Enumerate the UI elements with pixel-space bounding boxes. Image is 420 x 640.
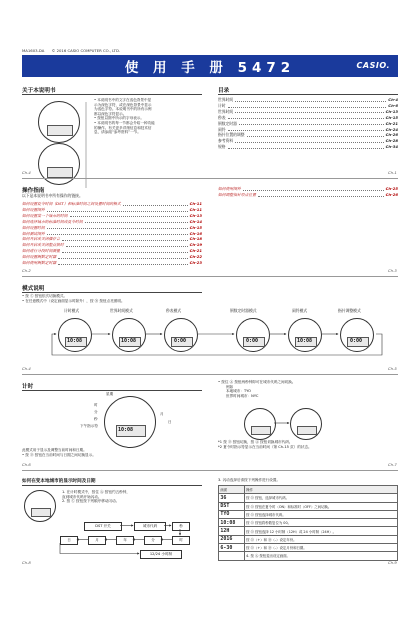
action-cell: 4. 按 Ⓐ 按钮退出设定画面。 bbox=[244, 552, 397, 560]
intro-bullet: • 按钮以图中所示的字母表示。 bbox=[94, 116, 144, 121]
table-row bbox=[219, 519, 398, 527]
table-row bbox=[219, 527, 398, 535]
action-cell: 按 Ⓓ 按钮在夏令时（ON）和标准时（OFF）之间切换。 bbox=[244, 502, 397, 510]
setup-heading: 如何在变本地城市的显示时间及日期 bbox=[22, 479, 96, 484]
column-header: 画面 bbox=[219, 486, 245, 494]
mode-label-timer: 倒数定时器模式 bbox=[230, 308, 257, 313]
toc-item[interactable]: 倒数定时器 Ch-21 bbox=[218, 120, 398, 126]
screen-cell: TYO bbox=[219, 510, 245, 518]
model-code: MA1603-DA bbox=[22, 48, 45, 53]
watch-illustration bbox=[38, 101, 80, 143]
table-of-contents bbox=[218, 97, 398, 150]
toc-item[interactable]: 世界时间 Ch-13 bbox=[218, 108, 398, 114]
page-number: Ch-6 bbox=[22, 462, 31, 467]
title-banner bbox=[22, 55, 398, 77]
screen-cell: 6-30 bbox=[219, 543, 245, 551]
guide-link[interactable]: 如何进行分段时间测量 Ch-21 bbox=[22, 248, 202, 254]
table-row bbox=[219, 535, 398, 543]
table-row bbox=[219, 510, 398, 518]
operation-guide-list-right bbox=[218, 186, 398, 198]
timekeeping-text: 此模式用于显示及调整当前时间和日期。 bbox=[22, 448, 87, 452]
toc-item[interactable]: 参考资料 Ch-28 bbox=[218, 138, 398, 144]
page-number: Ch-8 bbox=[22, 560, 31, 565]
watch-lcd bbox=[47, 125, 73, 136]
intro-heading: 关于本说明书 bbox=[22, 88, 56, 94]
guide-link[interactable]: 如何开启或关闭整点报时 Ch-19 bbox=[22, 242, 202, 248]
toc-item[interactable]: 世界时间 Ch-4 bbox=[218, 97, 398, 102]
modes-bullet: • 按 Ⓒ 按钮依次切换模式。 bbox=[22, 294, 68, 298]
guide-link[interactable]: 如何开启或关闭操作音 Ch-18 bbox=[22, 236, 202, 242]
setup-step: 2. 按 Ⓒ 按钮按下列顺序移动闪动。 bbox=[62, 499, 120, 504]
guide-subtitle: 以下是本说明书中所有操作的链接。 bbox=[22, 193, 83, 198]
timekeeping-text: • 按 Ⓓ 按钮在当前时间与日期之间切换显示。 bbox=[22, 452, 96, 457]
page-number: Ch-5 bbox=[388, 366, 397, 371]
mode-label-stopwatch: 秒表模式 bbox=[166, 308, 182, 313]
guide-link[interactable]: 如何设置时间 Ch-15 bbox=[22, 224, 202, 230]
section-divider bbox=[22, 470, 398, 471]
table-row bbox=[219, 494, 398, 502]
flow-step: 12/24 小时制 bbox=[140, 550, 182, 559]
page-number: Ch-9 bbox=[388, 560, 397, 565]
intro-bullet: 为浅色字符。本说明书中的所有示例 bbox=[94, 107, 152, 112]
flow-step: 城市代码 bbox=[134, 522, 166, 531]
flow-step: 秒 bbox=[172, 522, 190, 531]
page-number: Ch-7 bbox=[388, 462, 397, 467]
flow-step: 年 bbox=[116, 536, 134, 545]
lcd-digits: 10:08 bbox=[121, 338, 137, 344]
callout-minute: 分 bbox=[94, 410, 98, 414]
footnote: *1 按 Ⓓ 按钮切换，按 Ⓐ 按钮切换城市代码。 bbox=[218, 440, 293, 444]
toc-item[interactable]: 指针位置的调整 Ch-26 bbox=[218, 132, 398, 138]
table-header-row bbox=[219, 486, 398, 494]
timekeeping-note-text: 例如 bbox=[226, 384, 234, 389]
timekeeping-rule bbox=[22, 390, 202, 391]
toc-item[interactable]: 规格 Ch-34 bbox=[218, 144, 398, 150]
contents-heading: 目录 bbox=[218, 88, 230, 94]
mode-label-hand-adjust: 指针调整模式 bbox=[338, 308, 361, 313]
setup-step: 直到城市代码开始闪动。 bbox=[62, 494, 102, 499]
flow-step: 日 bbox=[60, 536, 78, 545]
timekeeping-note-text: 世界时间城市：NYC bbox=[226, 393, 259, 398]
action-cell: 按 Ⓓ（+）和 Ⓑ（-）设定年份。 bbox=[244, 535, 397, 543]
guide-link[interactable]: 如何设置夏令时间（DST）和标准时间之间设置时间的格式 Ch-11 bbox=[22, 201, 202, 206]
mode-label-timekeeping: 计时模式 bbox=[64, 308, 80, 313]
page-number: Ch-4 bbox=[22, 170, 31, 175]
intro-bullets bbox=[94, 98, 202, 135]
callout-day: 日 bbox=[168, 420, 172, 424]
intro-bullet: 都以深色字符显示。 bbox=[94, 111, 127, 116]
mode-label-alarm: 闹铃模式 bbox=[292, 308, 308, 313]
table-row bbox=[219, 502, 398, 510]
table-row bbox=[219, 543, 398, 551]
footnote: *2 夏令时指示符显示在当前时间（第 Ch-15 页）的状态。 bbox=[218, 444, 312, 449]
screen-cell: 10:08 bbox=[219, 519, 245, 527]
section-divider bbox=[22, 276, 398, 277]
action-cell: 按 Ⓓ（+）和 Ⓑ（-）设定月份和日期。 bbox=[244, 543, 397, 551]
guide-link[interactable]: 如何选择城市的标准时间或夏令时间 Ch-14 bbox=[22, 218, 202, 224]
setup-step: 1. 在计时模式中，按住 Ⓐ 按钮约五秒钟， bbox=[62, 490, 130, 494]
toc-item[interactable]: 计时 Ch-6 bbox=[218, 102, 398, 108]
section-divider bbox=[22, 178, 398, 179]
lcd-digits: 10:08 bbox=[297, 338, 313, 344]
callout-weekday: 星期 bbox=[106, 392, 114, 396]
page-number: Ch-1 bbox=[388, 170, 397, 175]
intro-bullet: 的操作。有关更多详细信息和技术信 bbox=[94, 125, 152, 130]
action-cell: 按 Ⓓ 按钮选择 12 小时制（12H）或 24 小时制（24H）。 bbox=[244, 527, 397, 535]
modes-bullet: • 在任意模式中（设定画面显示时除外），按 Ⓑ 按钮点亮照明。 bbox=[22, 298, 125, 303]
flow-step: DST 开关 bbox=[84, 522, 122, 531]
brand-logo: CASIO. bbox=[356, 61, 390, 70]
toc-item[interactable]: 闹铃 Ch-24 bbox=[218, 126, 398, 132]
copyright: © 2016 CASIO COMPUTER CO., LTD. bbox=[51, 48, 121, 53]
lcd-digits: 0:00 bbox=[350, 338, 363, 344]
action-cell: 按 Ⓓ 按钮将秒数复位为 00。 bbox=[244, 519, 397, 527]
page-number: Ch-2 bbox=[22, 268, 31, 273]
screen-cell: 12H bbox=[219, 527, 245, 535]
timekeeping-note-text: 本地城市：TYO bbox=[226, 389, 251, 394]
ops-intro: 3. 闪动选择后请按下列操作进行设置。 bbox=[218, 478, 281, 482]
callout-month: 月 bbox=[160, 412, 164, 416]
operations-table bbox=[218, 485, 398, 561]
guide-link[interactable]: 如何使用倒数定时器 Ch-23 bbox=[22, 260, 202, 266]
arrow-icon bbox=[272, 419, 292, 427]
timekeeping-note bbox=[218, 380, 295, 398]
section-divider bbox=[22, 374, 398, 375]
table-row bbox=[219, 552, 398, 560]
watch-illustration bbox=[24, 490, 56, 522]
guide-link[interactable]: 如何设置闹铃 Ch-11 bbox=[22, 206, 202, 212]
modes-bullets bbox=[22, 294, 125, 303]
timekeeping-body bbox=[22, 448, 96, 457]
flow-arrows bbox=[50, 520, 200, 560]
timekeeping-footnotes bbox=[218, 440, 312, 449]
guide-link[interactable]: 如何调整指针原点位置 Ch-26 bbox=[218, 191, 398, 197]
watch-illustration bbox=[104, 396, 156, 448]
watch-illustration bbox=[290, 408, 322, 440]
guide-link[interactable]: 如何使用闹铃 Ch-25 bbox=[218, 186, 398, 191]
callout-hour: 时 bbox=[94, 403, 98, 407]
timekeeping-heading: 计时 bbox=[22, 384, 34, 390]
watch-lcd bbox=[31, 508, 51, 517]
intro-bullet: • 本说明书的每一节都会介绍一种功能 bbox=[94, 120, 155, 125]
flow-step: 时 bbox=[172, 536, 190, 545]
screen-cell bbox=[219, 552, 245, 560]
contents-rule bbox=[218, 94, 398, 95]
lcd-digits: 10:08 bbox=[118, 427, 134, 433]
flow-step: 分 bbox=[144, 536, 162, 545]
guide-link[interactable]: 如何测试闹铃 Ch-16 bbox=[22, 230, 202, 236]
guide-link[interactable]: 如何设置某一个城市的时间 Ch-13 bbox=[22, 212, 202, 218]
screen-cell: 2016 bbox=[219, 535, 245, 543]
intro-bullet: 息，请参阅“参考资料”一节。 bbox=[94, 130, 141, 135]
lcd-digits: 0:00 bbox=[174, 338, 187, 344]
page-number: Ch-3 bbox=[388, 268, 397, 273]
mode-cycle-arrows bbox=[46, 318, 386, 358]
page-title: 使 用 手 册 5472 bbox=[124, 60, 296, 76]
watch-lcd bbox=[251, 426, 271, 435]
callout-pm-indicator: 下午指示符 bbox=[80, 424, 98, 428]
intro-bullet: 示为深色字符，或在深色背景中显示 bbox=[94, 102, 152, 107]
screen-cell: DST bbox=[219, 502, 245, 510]
setup-steps bbox=[62, 490, 130, 504]
modes-rule bbox=[22, 292, 202, 293]
page-number: Ch-4 bbox=[22, 366, 31, 371]
lcd-digits: 0:00 bbox=[246, 338, 259, 344]
intro-bullet: • 本说明书中的文字在浅色背景中显 bbox=[94, 98, 152, 102]
timekeeping-note-text: • 按住 Ⓐ 按钮两秒钟即可在城市代码之间切换。 bbox=[218, 380, 296, 384]
guide-heading: 操作指南 bbox=[22, 188, 45, 194]
intro-rule bbox=[22, 94, 202, 95]
screen-cell: 36 bbox=[219, 494, 245, 502]
illustration-bracket bbox=[84, 100, 94, 190]
column-header: 操作 bbox=[244, 486, 397, 494]
mode-label-world-time: 世界时间模式 bbox=[110, 308, 133, 313]
guide-link[interactable]: 如何设置倒数定时器 Ch-22 bbox=[22, 254, 202, 260]
action-cell: 按 Ⓓ 按钮，选择城市代码。 bbox=[244, 494, 397, 502]
flow-step: 月 bbox=[88, 536, 106, 545]
toc-item[interactable]: 秒表 Ch-15 bbox=[218, 114, 398, 120]
modes-heading: 模式说明 bbox=[22, 286, 45, 292]
watch-lcd bbox=[47, 167, 73, 178]
setup-rule bbox=[22, 485, 202, 486]
action-cell: 按 Ⓓ 按钮选择城市代码。 bbox=[244, 510, 397, 518]
callout-second: 秒 bbox=[94, 417, 98, 421]
lcd-digits: 10:08 bbox=[67, 338, 83, 344]
operation-guide-list bbox=[22, 201, 202, 266]
watch-lcd bbox=[297, 426, 317, 435]
document-meta bbox=[22, 48, 126, 53]
